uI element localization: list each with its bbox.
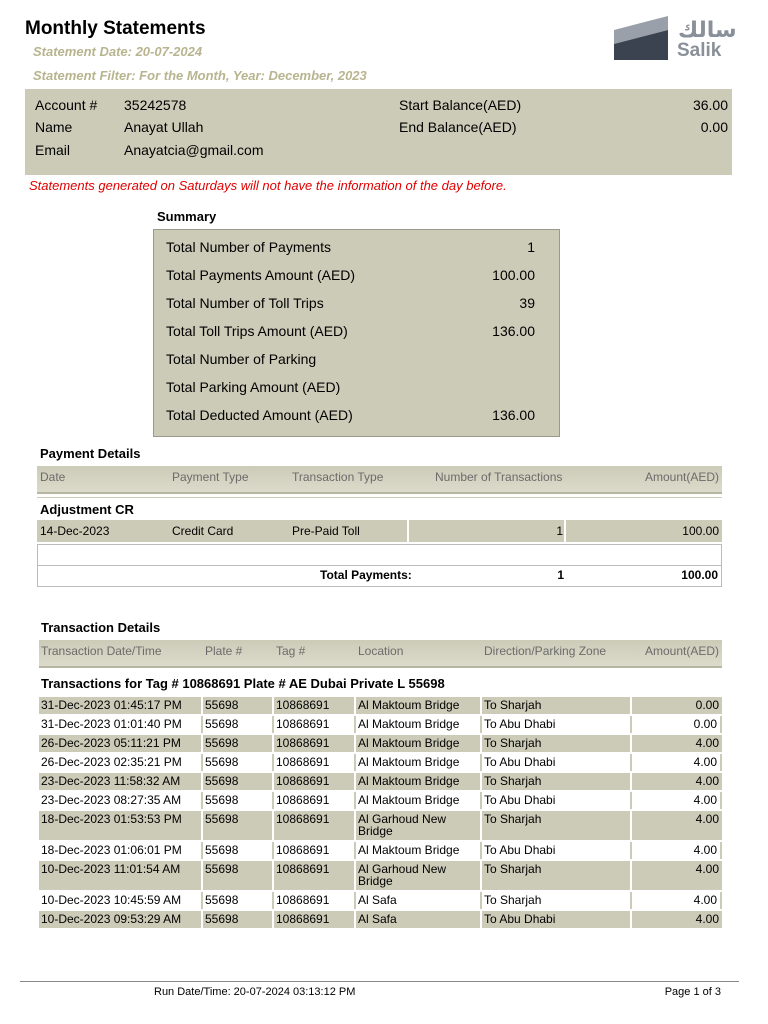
summary-label: Total Payments Amount (AED) [166, 267, 356, 283]
tx-amount: 4.00 [632, 792, 722, 809]
table-row [39, 773, 722, 790]
table-row [39, 697, 722, 714]
name-label: Name [35, 119, 73, 135]
tx-amount: 4.00 [632, 811, 722, 840]
name-value: Anayat Ullah [124, 119, 204, 135]
payment-table-header [37, 466, 722, 494]
summary-value: 39 [519, 295, 535, 311]
tx-plate: 55698 [203, 754, 274, 771]
payment-details-heading: Payment Details [40, 446, 141, 461]
summary-label: Total Number of Parking [166, 351, 317, 367]
tx-direction: To Sharjah [482, 735, 632, 752]
tx-tag: 10868691 [274, 716, 356, 733]
tx-tag: 10868691 [274, 911, 356, 928]
tx-direction: To Abu Dhabi [482, 754, 632, 771]
tx-datetime: 10-Dec-2023 11:01:54 AM [39, 861, 203, 890]
footer-divider [20, 981, 739, 982]
summary-label: Total Number of Toll Trips [166, 295, 324, 311]
payment-group-label: Adjustment CR [40, 502, 134, 517]
tx-tag: 10868691 [274, 735, 356, 752]
tx-tag: 10868691 [274, 842, 356, 859]
logo-english-text: Salik [677, 40, 722, 61]
summary-row [166, 323, 535, 343]
summary-panel [153, 229, 560, 437]
summary-row [166, 295, 535, 315]
transaction-details-heading: Transaction Details [41, 620, 161, 635]
column-header: Date [40, 470, 66, 484]
table-row [39, 861, 722, 890]
tx-amount: 4.00 [632, 842, 722, 859]
total-count: 1 [557, 568, 564, 582]
summary-label: Total Toll Trips Amount (AED) [166, 323, 348, 339]
summary-heading: Summary [157, 209, 217, 224]
tx-plate: 55698 [203, 811, 274, 840]
tx-location: Al Safa [356, 892, 482, 909]
tx-datetime: 23-Dec-2023 11:58:32 AM [39, 773, 203, 790]
tx-amount: 4.00 [632, 911, 722, 928]
tx-direction: To Abu Dhabi [482, 792, 632, 809]
column-header: Tag # [276, 644, 306, 658]
summary-value: 136.00 [492, 323, 535, 339]
tx-tag: 10868691 [274, 773, 356, 790]
column-header: Location [358, 644, 404, 658]
tx-tag: 10868691 [274, 811, 356, 840]
transaction-group-label: Transactions for Tag # 10868691 Plate # AE Dubai Private L 55698 [41, 676, 445, 691]
tx-plate: 55698 [203, 892, 274, 909]
tx-location: Al Maktoum Bridge [356, 792, 482, 809]
tx-location: Al Maktoum Bridge [356, 773, 482, 790]
tx-location: Al Safa [356, 911, 482, 928]
run-datetime: Run Date/Time: 20-07-2024 03:13:12 PM [154, 986, 356, 998]
tx-plate: 55698 [203, 716, 274, 733]
total-amount: 100.00 [681, 568, 718, 582]
account-value: 35242578 [124, 97, 187, 113]
tx-plate: 55698 [203, 697, 274, 714]
summary-value: 136.00 [492, 407, 535, 423]
tx-amount: 0.00 [632, 716, 722, 733]
column-header: Transaction Type [292, 470, 384, 484]
blank-row [37, 544, 722, 566]
tx-datetime: 31-Dec-2023 01:01:40 PM [39, 716, 203, 733]
tx-location: Al Maktoum Bridge [356, 754, 482, 771]
tx-direction: To Sharjah [482, 811, 632, 840]
table-row [39, 911, 722, 928]
tx-datetime: 18-Dec-2023 01:06:01 PM [39, 842, 203, 859]
cell-divider [564, 520, 566, 542]
table-row [39, 811, 722, 840]
tx-datetime: 26-Dec-2023 02:35:21 PM [39, 754, 203, 771]
summary-row [166, 239, 535, 259]
tx-amount: 4.00 [632, 773, 722, 790]
summary-value: 100.00 [492, 267, 535, 283]
tx-direction: To Sharjah [482, 861, 632, 890]
total-payments-row [37, 565, 722, 587]
transaction-table-header [39, 640, 722, 668]
account-label: Account # [35, 97, 98, 113]
tx-location: Al Maktoum Bridge [356, 697, 482, 714]
table-row [39, 735, 722, 752]
salik-logo [614, 16, 737, 62]
table-row [39, 754, 722, 771]
tx-plate: 55698 [203, 842, 274, 859]
saturday-warning: Statements generated on Saturdays will not have the information of the day before. [29, 178, 507, 193]
salik-logo-icon [614, 16, 670, 62]
table-row [39, 892, 722, 909]
tx-tag: 10868691 [274, 697, 356, 714]
transaction-count: 1 [556, 524, 563, 538]
transaction-type: Pre-Paid Toll [292, 524, 360, 538]
payment-date: 14-Dec-2023 [40, 524, 110, 538]
tx-plate: 55698 [203, 861, 274, 890]
start-balance-value: 36.00 [692, 97, 728, 113]
column-header: Amount(AED) [644, 470, 719, 484]
column-header: Amount(AED) [644, 644, 719, 658]
summary-value: 1 [527, 239, 535, 255]
cell-divider [407, 520, 409, 542]
email-value: Anayatcia@gmail.com [124, 142, 264, 158]
table-row [39, 792, 722, 809]
column-header: Transaction Date/Time [41, 644, 162, 658]
table-row [39, 842, 722, 859]
column-header: Number of Transactions [435, 470, 563, 484]
tx-datetime: 26-Dec-2023 05:11:21 PM [39, 735, 203, 752]
tx-direction: To Abu Dhabi [482, 716, 632, 733]
email-label: Email [35, 142, 71, 158]
tx-amount: 4.00 [632, 892, 722, 909]
tx-direction: To Sharjah [482, 697, 632, 714]
tx-location: Al Maktoum Bridge [356, 842, 482, 859]
payment-amount: 100.00 [682, 524, 719, 538]
statement-date: Statement Date: 20-07-2024 [33, 44, 203, 59]
summary-label: Total Number of Payments [166, 239, 331, 255]
tx-datetime: 23-Dec-2023 08:27:35 AM [39, 792, 203, 809]
tx-tag: 10868691 [274, 754, 356, 771]
end-balance-value: 0.00 [700, 119, 728, 135]
tx-direction: To Sharjah [482, 892, 632, 909]
tx-datetime: 31-Dec-2023 01:45:17 PM [39, 697, 203, 714]
account-panel [25, 89, 732, 175]
end-balance-label: End Balance(AED) [399, 119, 517, 135]
page-title: Monthly Statements [25, 18, 206, 39]
divider [37, 497, 722, 498]
column-header: Plate # [205, 644, 243, 658]
tx-tag: 10868691 [274, 892, 356, 909]
summary-row [166, 407, 535, 427]
tx-amount: 4.00 [632, 754, 722, 771]
table-row [39, 716, 722, 733]
summary-row [166, 267, 535, 287]
transaction-table [39, 695, 722, 930]
tx-direction: To Abu Dhabi [482, 842, 632, 859]
column-header: Payment Type [172, 470, 249, 484]
start-balance-label: Start Balance(AED) [399, 97, 522, 113]
tx-tag: 10868691 [274, 792, 356, 809]
tx-location: Al Maktoum Bridge [356, 735, 482, 752]
tx-plate: 55698 [203, 773, 274, 790]
tx-tag: 10868691 [274, 861, 356, 890]
summary-label: Total Deducted Amount (AED) [166, 407, 353, 423]
summary-row [166, 379, 535, 399]
total-payments-label: Total Payments: [320, 568, 412, 582]
page-number: Page 1 of 3 [664, 986, 721, 998]
tx-amount: 0.00 [632, 697, 722, 714]
tx-datetime: 10-Dec-2023 10:45:59 AM [39, 892, 203, 909]
tx-location: Al Maktoum Bridge [356, 716, 482, 733]
tx-direction: To Abu Dhabi [482, 911, 632, 928]
tx-amount: 4.00 [632, 735, 722, 752]
payment-type: Credit Card [172, 524, 234, 538]
tx-datetime: 10-Dec-2023 09:53:29 AM [39, 911, 203, 928]
tx-plate: 55698 [203, 911, 274, 928]
tx-plate: 55698 [203, 735, 274, 752]
tx-location: Al Garhoud New Bridge [356, 811, 482, 840]
logo-arabic-text: سالك [678, 18, 737, 43]
statement-filter: Statement Filter: For the Month, Year: December, 2023 [33, 68, 367, 83]
column-header: Direction/Parking Zone [484, 644, 607, 658]
table-row [37, 520, 722, 542]
summary-row [166, 351, 535, 371]
summary-label: Total Parking Amount (AED) [166, 379, 341, 395]
tx-location: Al Garhoud New Bridge [356, 861, 482, 890]
tx-plate: 55698 [203, 792, 274, 809]
tx-amount: 4.00 [632, 861, 722, 890]
tx-datetime: 18-Dec-2023 01:53:53 PM [39, 811, 203, 840]
tx-direction: To Sharjah [482, 773, 632, 790]
